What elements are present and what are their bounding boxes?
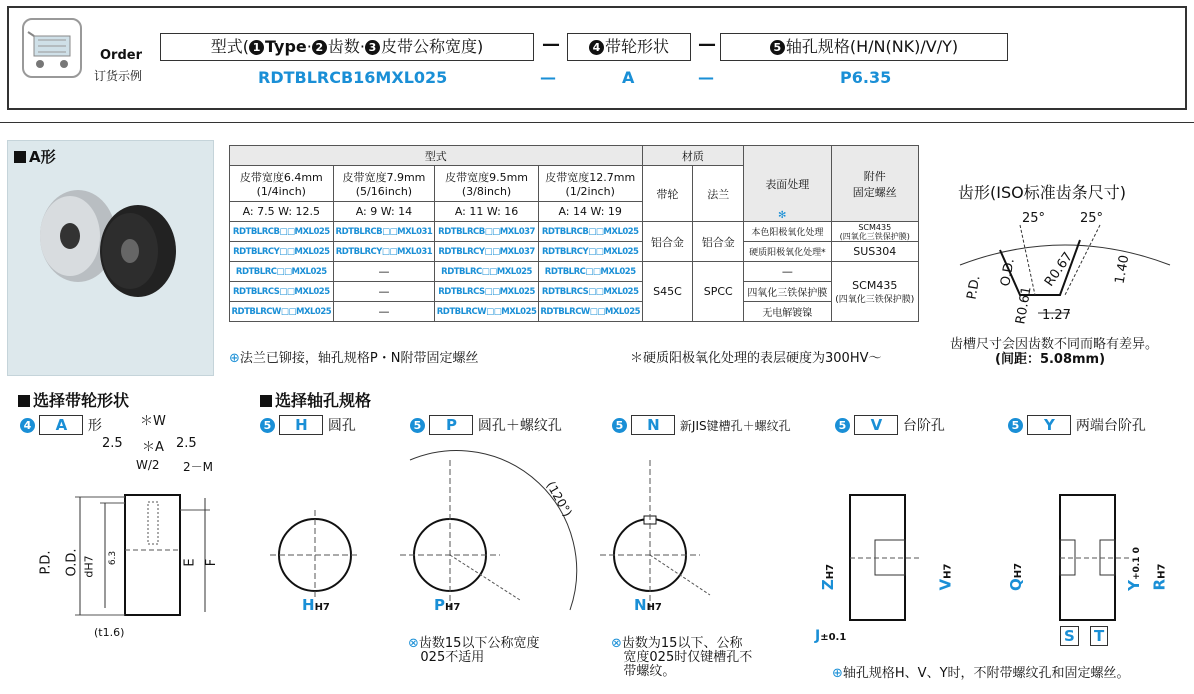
bore-header-box <box>720 33 1008 61</box>
th-screw: 附件 固定螺丝 <box>831 146 918 222</box>
dim-w: ＊W <box>140 414 166 429</box>
dim-od: O.D. <box>64 548 80 577</box>
spec-table <box>229 145 919 322</box>
aw-4: A: 14 W: 19 <box>538 202 642 222</box>
bore-code: N <box>631 415 675 435</box>
mat-flange-al: 铝合金 <box>693 222 744 262</box>
bore-code: P <box>429 415 473 435</box>
th-w2: 皮带宽度7.9mm (5/16inch) <box>333 166 435 202</box>
aw-2: A: 9 W: 14 <box>333 202 435 222</box>
dim-w-half: W/2 <box>136 458 160 472</box>
rivet-icon: ⊕ <box>229 351 240 366</box>
shape-label: 形 <box>87 418 102 434</box>
number-4-icon: 4 <box>589 40 604 55</box>
belt-width-label: 皮带公称宽度) <box>380 37 484 56</box>
part-cell: RDTBLRCY□□MXL037 <box>435 242 539 262</box>
bore-label: 轴孔规格(H/N(NK)/V/Y) <box>785 37 959 56</box>
th-surface <box>744 146 831 222</box>
dim-6-3: 6.3 <box>108 550 119 566</box>
aw-3: A: 11 W: 16 <box>435 202 539 222</box>
part-cell: RDTBLRC□□MXL025 <box>435 262 539 282</box>
number-4-icon: 4 <box>20 418 35 433</box>
mat-pulley-al: 铝合金 <box>642 222 693 262</box>
th-pulley: 带轮 <box>642 166 693 222</box>
header-dash: — <box>542 34 560 55</box>
part-cell: RDTBLRCS□□MXL025 <box>230 282 334 302</box>
th-surface-text: 表面处理 <box>765 177 810 191</box>
dim-s: S <box>1060 626 1079 646</box>
tooth-pitch: (间距：5.08mm) <box>995 352 1106 367</box>
tooth-width: 1.27 <box>1042 308 1071 323</box>
dim-q: QH7 <box>1007 562 1026 592</box>
dim-e: E <box>182 558 198 567</box>
dim-2-5-right: 2.5 <box>176 436 197 451</box>
tooth-pd: P.D. <box>964 274 984 301</box>
surface-none: — <box>744 262 831 282</box>
tooth-radius-1: R0.67 <box>1041 249 1077 290</box>
tooth-od: O.D. <box>998 257 1018 288</box>
number-5-icon: 5 <box>612 418 627 433</box>
dim-p: PH7 <box>434 596 461 614</box>
number-5-icon: 5 <box>770 40 785 55</box>
mat-flange-spcc: SPCC <box>693 262 744 322</box>
dim-pd: P.D. <box>38 550 54 575</box>
dim-y: Y+0.1 0 <box>1124 547 1143 591</box>
bore-section-title <box>260 388 371 411</box>
screw-scm435-b: SCM435 (四氧化三铁保护膜) <box>831 262 918 322</box>
product-photo <box>7 140 214 376</box>
part-cell: RDTBLRCB□□MXL037 <box>435 222 539 242</box>
shape-option[interactable] <box>20 415 102 435</box>
shape-code: A <box>39 415 83 435</box>
screw-sus304: SUS304 <box>831 242 918 262</box>
dim-120: (120°) <box>543 478 575 520</box>
product-title-text: A形 <box>29 148 56 166</box>
shape-label: 带轮形状 <box>604 37 669 56</box>
dim-h: HH7 <box>302 596 330 614</box>
order-label: Order <box>100 48 142 63</box>
bore-label: 新JIS键槽孔＋螺纹孔 <box>679 419 791 433</box>
part-cell: — <box>333 302 435 322</box>
th-material: 材质 <box>642 146 744 166</box>
tooth-radius-2: R0.61 <box>1013 285 1035 326</box>
order-example-label: 订货示例 <box>94 69 143 83</box>
dim-f: F <box>204 558 220 567</box>
bore-option-p[interactable] <box>410 415 562 435</box>
part-cell: RDTBLRCW□□MXL025 <box>538 302 642 322</box>
bore-label: 两端台阶孔 <box>1075 418 1146 434</box>
bore-option-y[interactable] <box>1008 415 1146 435</box>
shape-section-title <box>18 388 129 411</box>
shape-section-text: 选择带轮形状 <box>33 391 130 410</box>
value-dash: — <box>698 68 714 87</box>
tooth-title: 齿形(ISO标准齿条尺寸) <box>958 183 1126 202</box>
part-cell: RDTBLRCY□□MXL031 <box>333 242 435 262</box>
part-cell: — <box>333 262 435 282</box>
product-title <box>14 146 56 167</box>
part-cell: RDTBLRC□□MXL025 <box>230 262 334 282</box>
part-cell: RDTBLRCS□□MXL025 <box>538 282 642 302</box>
type-header-box <box>160 33 534 61</box>
part-cell: RDTBLRCB□□MXL031 <box>333 222 435 242</box>
number-5-icon: 5 <box>410 418 425 433</box>
value-bore: P6.35 <box>840 68 892 87</box>
dim-t: T <box>1090 626 1108 646</box>
teeth-label: 齿数 <box>327 37 360 56</box>
part-cell: RDTBLRCB□□MXL025 <box>230 222 334 242</box>
table-note-left <box>229 352 478 366</box>
number-3-icon: 3 <box>365 40 380 55</box>
bore-drawings <box>270 440 1170 650</box>
section-divider <box>0 122 1194 123</box>
number-5-icon: 5 <box>1008 418 1023 433</box>
screw-scm435: SCM435 (四氧化三铁保护膜) <box>831 222 918 242</box>
part-cell: RDTBLRCY□□MXL025 <box>538 242 642 262</box>
part-cell: RDTBLRCY□□MXL025 <box>230 242 334 262</box>
value-type: RDTBLRCB16MXL025 <box>258 68 448 87</box>
dim-r: RH7 <box>1150 563 1169 591</box>
part-cell: RDTBLRCS□□MXL025 <box>435 282 539 302</box>
th-w1: 皮带宽度6.4mm (1/4inch) <box>230 166 334 202</box>
sep-dot: · <box>306 37 312 56</box>
number-5-icon: 5 <box>835 418 850 433</box>
tooth-note: 齿槽尺寸会因齿数不同而略有差异。 <box>950 337 1159 352</box>
table-note-left-text: 法兰已铆接，轴孔规格P・N附带固定螺丝 <box>239 351 479 366</box>
surface-oxide: 四氧化三铁保护膜 <box>744 282 831 302</box>
shape-header-box <box>567 33 691 61</box>
note-p: ⊗齿数15以下公称宽度 025不适用 <box>408 636 540 665</box>
bore-option-n[interactable] <box>612 415 791 435</box>
th-flange: 法兰 <box>693 166 744 222</box>
aw-1: A: 7.5 W: 12.5 <box>230 202 334 222</box>
bore-option-h[interactable] <box>260 415 356 435</box>
tooth-angle-2: 25° <box>1080 211 1104 226</box>
surface-hard: 硬质阳极氧化处理* <box>744 242 831 262</box>
tooth-depth: 1.40 <box>1112 253 1133 286</box>
surface-mark-icon: ✻ <box>778 210 787 221</box>
dim-a: ＊A <box>142 440 164 455</box>
value-shape: A <box>622 68 635 87</box>
dim-d: dH7 <box>82 555 96 578</box>
note-bottom: ⊕轴孔规格H、V、Y时，不附带螺纹孔和固定螺丝。 <box>832 666 1130 681</box>
bore-code: H <box>279 415 323 435</box>
shopping-cart-icon <box>22 18 82 78</box>
bore-code: V <box>854 415 898 435</box>
tooth-angle-1: 25° <box>1022 211 1046 226</box>
th-w3: 皮带宽度9.5mm (3/8inch) <box>435 166 539 202</box>
number-1-icon: 1 <box>249 40 264 55</box>
part-cell: RDTBLRC□□MXL025 <box>538 262 642 282</box>
dim-m: 2－M <box>183 460 213 474</box>
mat-pulley-s45c: S45C <box>642 262 693 322</box>
sep-dot: · <box>359 37 365 56</box>
dim-thickness: (t1.6) <box>94 626 125 639</box>
value-dash: — <box>540 68 556 87</box>
dim-2-5-left: 2.5 <box>102 436 123 451</box>
type-label: Type <box>265 37 307 56</box>
header-dash: — <box>698 34 716 55</box>
bore-code: Y <box>1027 415 1071 435</box>
number-5-icon: 5 <box>260 418 275 433</box>
dim-n: NH7 <box>634 596 662 614</box>
dim-j: J±0.1 <box>815 628 847 644</box>
surface-natural: 本色阳极氧化处理 <box>744 222 831 242</box>
surface-nickel: 无电解镀镍 <box>744 302 831 322</box>
part-cell: RDTBLRCB□□MXL025 <box>538 222 642 242</box>
th-w4: 皮带宽度12.7mm (1/2inch) <box>538 166 642 202</box>
number-2-icon: 2 <box>312 40 327 55</box>
table-note-right: ＊硬质阳极氧化处理的表层硬度为300HV～ <box>630 351 882 366</box>
bore-option-v[interactable] <box>835 415 945 435</box>
bore-label: 圆孔＋螺纹孔 <box>477 418 562 434</box>
part-cell: RDTBLRCW□□MXL025 <box>230 302 334 322</box>
type-prefix: 型式( <box>210 37 250 56</box>
th-type: 型式 <box>230 146 643 166</box>
dim-z: ZH7 <box>819 563 838 591</box>
dim-v: VH7 <box>936 563 955 591</box>
bore-section-text: 选择轴孔规格 <box>275 391 372 410</box>
note-n: ⊗齿数为15以下、公称 宽度025时仅键槽孔不 带螺纹。 <box>611 636 753 679</box>
bore-label: 圆孔 <box>327 418 356 434</box>
bore-label: 台阶孔 <box>902 418 945 434</box>
part-cell: — <box>333 282 435 302</box>
part-cell: RDTBLRCW□□MXL025 <box>435 302 539 322</box>
